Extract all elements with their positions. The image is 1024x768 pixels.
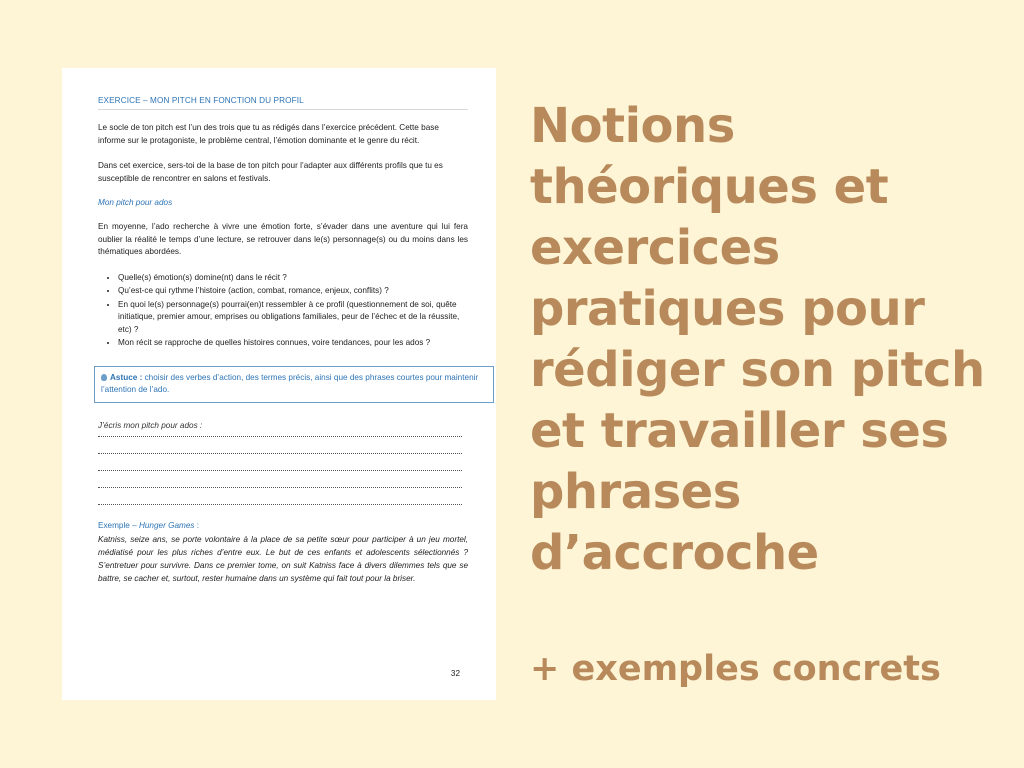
- dotted-line: [98, 470, 462, 471]
- headline-line: Notions: [530, 98, 735, 154]
- dotted-line: [98, 487, 462, 488]
- writing-lines: [98, 436, 468, 505]
- headline-line: et travailler ses: [530, 403, 949, 459]
- headline-line: rédiger son pitch: [530, 342, 985, 398]
- page-number: 32: [450, 669, 460, 678]
- example-suffix: :: [194, 520, 200, 530]
- example-prefix: Exemple –: [98, 520, 139, 530]
- instruction-paragraph: Dans cet exercice, sers-toi de la base de ton pitch pour l’adapter aux différents profils que tu es susceptible de rencontrer en salons et festivals.: [98, 161, 443, 183]
- exercise-title: EXERCICE – MON PITCH EN FONCTION DU PROFIL: [98, 96, 468, 110]
- slide-headline: [530, 96, 1000, 584]
- dotted-line: [98, 453, 462, 454]
- tip-box: [94, 366, 494, 403]
- dotted-line: [98, 504, 462, 505]
- question-list: [98, 272, 468, 350]
- question-item: • Mon récit se rapproche de quelles histoires connues, voire tendances, pour les ados ?: [118, 337, 468, 350]
- headline-line: pratiques pour: [530, 281, 925, 337]
- question-item: • Quelle(s) émotion(s) domine(nt) dans le récit ?: [118, 272, 468, 285]
- write-prompt: J’écris mon pitch pour ados :: [98, 420, 203, 430]
- dotted-line: [98, 436, 462, 437]
- examples-tagline: + exemples concrets: [530, 649, 941, 689]
- example-text: Katniss, seize ans, se porte volontaire à la place de sa petite sœur pour participer à un jeu mortel, médiatisé pour les plus riches d’entre eux. Le but de ces enfants et adolescents sélectionnés ? S’entretuer pour survivre. Dans ce premier tome, on suit Katniss face à divers dilemmes tels que se battre, se cacher et, surtout, rester humaine dans un système qui fait tout pour la briser.: [98, 534, 468, 583]
- example-heading: [98, 521, 468, 530]
- headline-line: exercices: [530, 220, 780, 276]
- headline-line: d’accroche: [530, 525, 819, 581]
- teen-description-paragraph: En moyenne, l’ado recherche à vivre une émotion forte, s’évader dans une aventure qui lui fera oublier la réalité le temps d’une lecture, se retrouver dans le(s) personnage(s) ou du moins dans les thématiques abordées.: [98, 222, 468, 256]
- tip-text: choisir des verbes d’action, des termes précis, ainsi que des phrases courtes pour maintenir l’attention de l’ado.: [101, 372, 479, 394]
- headline-line: phrases: [530, 464, 741, 520]
- tip-label: Astuce :: [110, 372, 143, 382]
- example-title: Hunger Games: [138, 520, 195, 530]
- intro-paragraph: Le socle de ton pitch est l’un des trois que tu as rédigés dans l’exercice précédent. Cette base informe sur le protagoniste, le problème central, l’émotion dominante et le genre du récit.: [98, 123, 439, 145]
- lightbulb-icon: [101, 374, 107, 381]
- section-subheading: Mon pitch pour ados: [98, 198, 173, 207]
- question-item: • Qu’est-ce qui rythme l’histoire (action, combat, romance, enjeux, conflits) ?: [118, 285, 468, 298]
- document-page-preview: [62, 68, 496, 700]
- headline-line: théoriques et: [530, 159, 889, 215]
- question-item: • En quoi le(s) personnage(s) pourrai(en)t ressembler à ce profil (questionnement de soi, quête initiatique, premier amour, emprises ou obligations familiales, peur de l’échec et de la réussite, etc) ?: [118, 299, 468, 337]
